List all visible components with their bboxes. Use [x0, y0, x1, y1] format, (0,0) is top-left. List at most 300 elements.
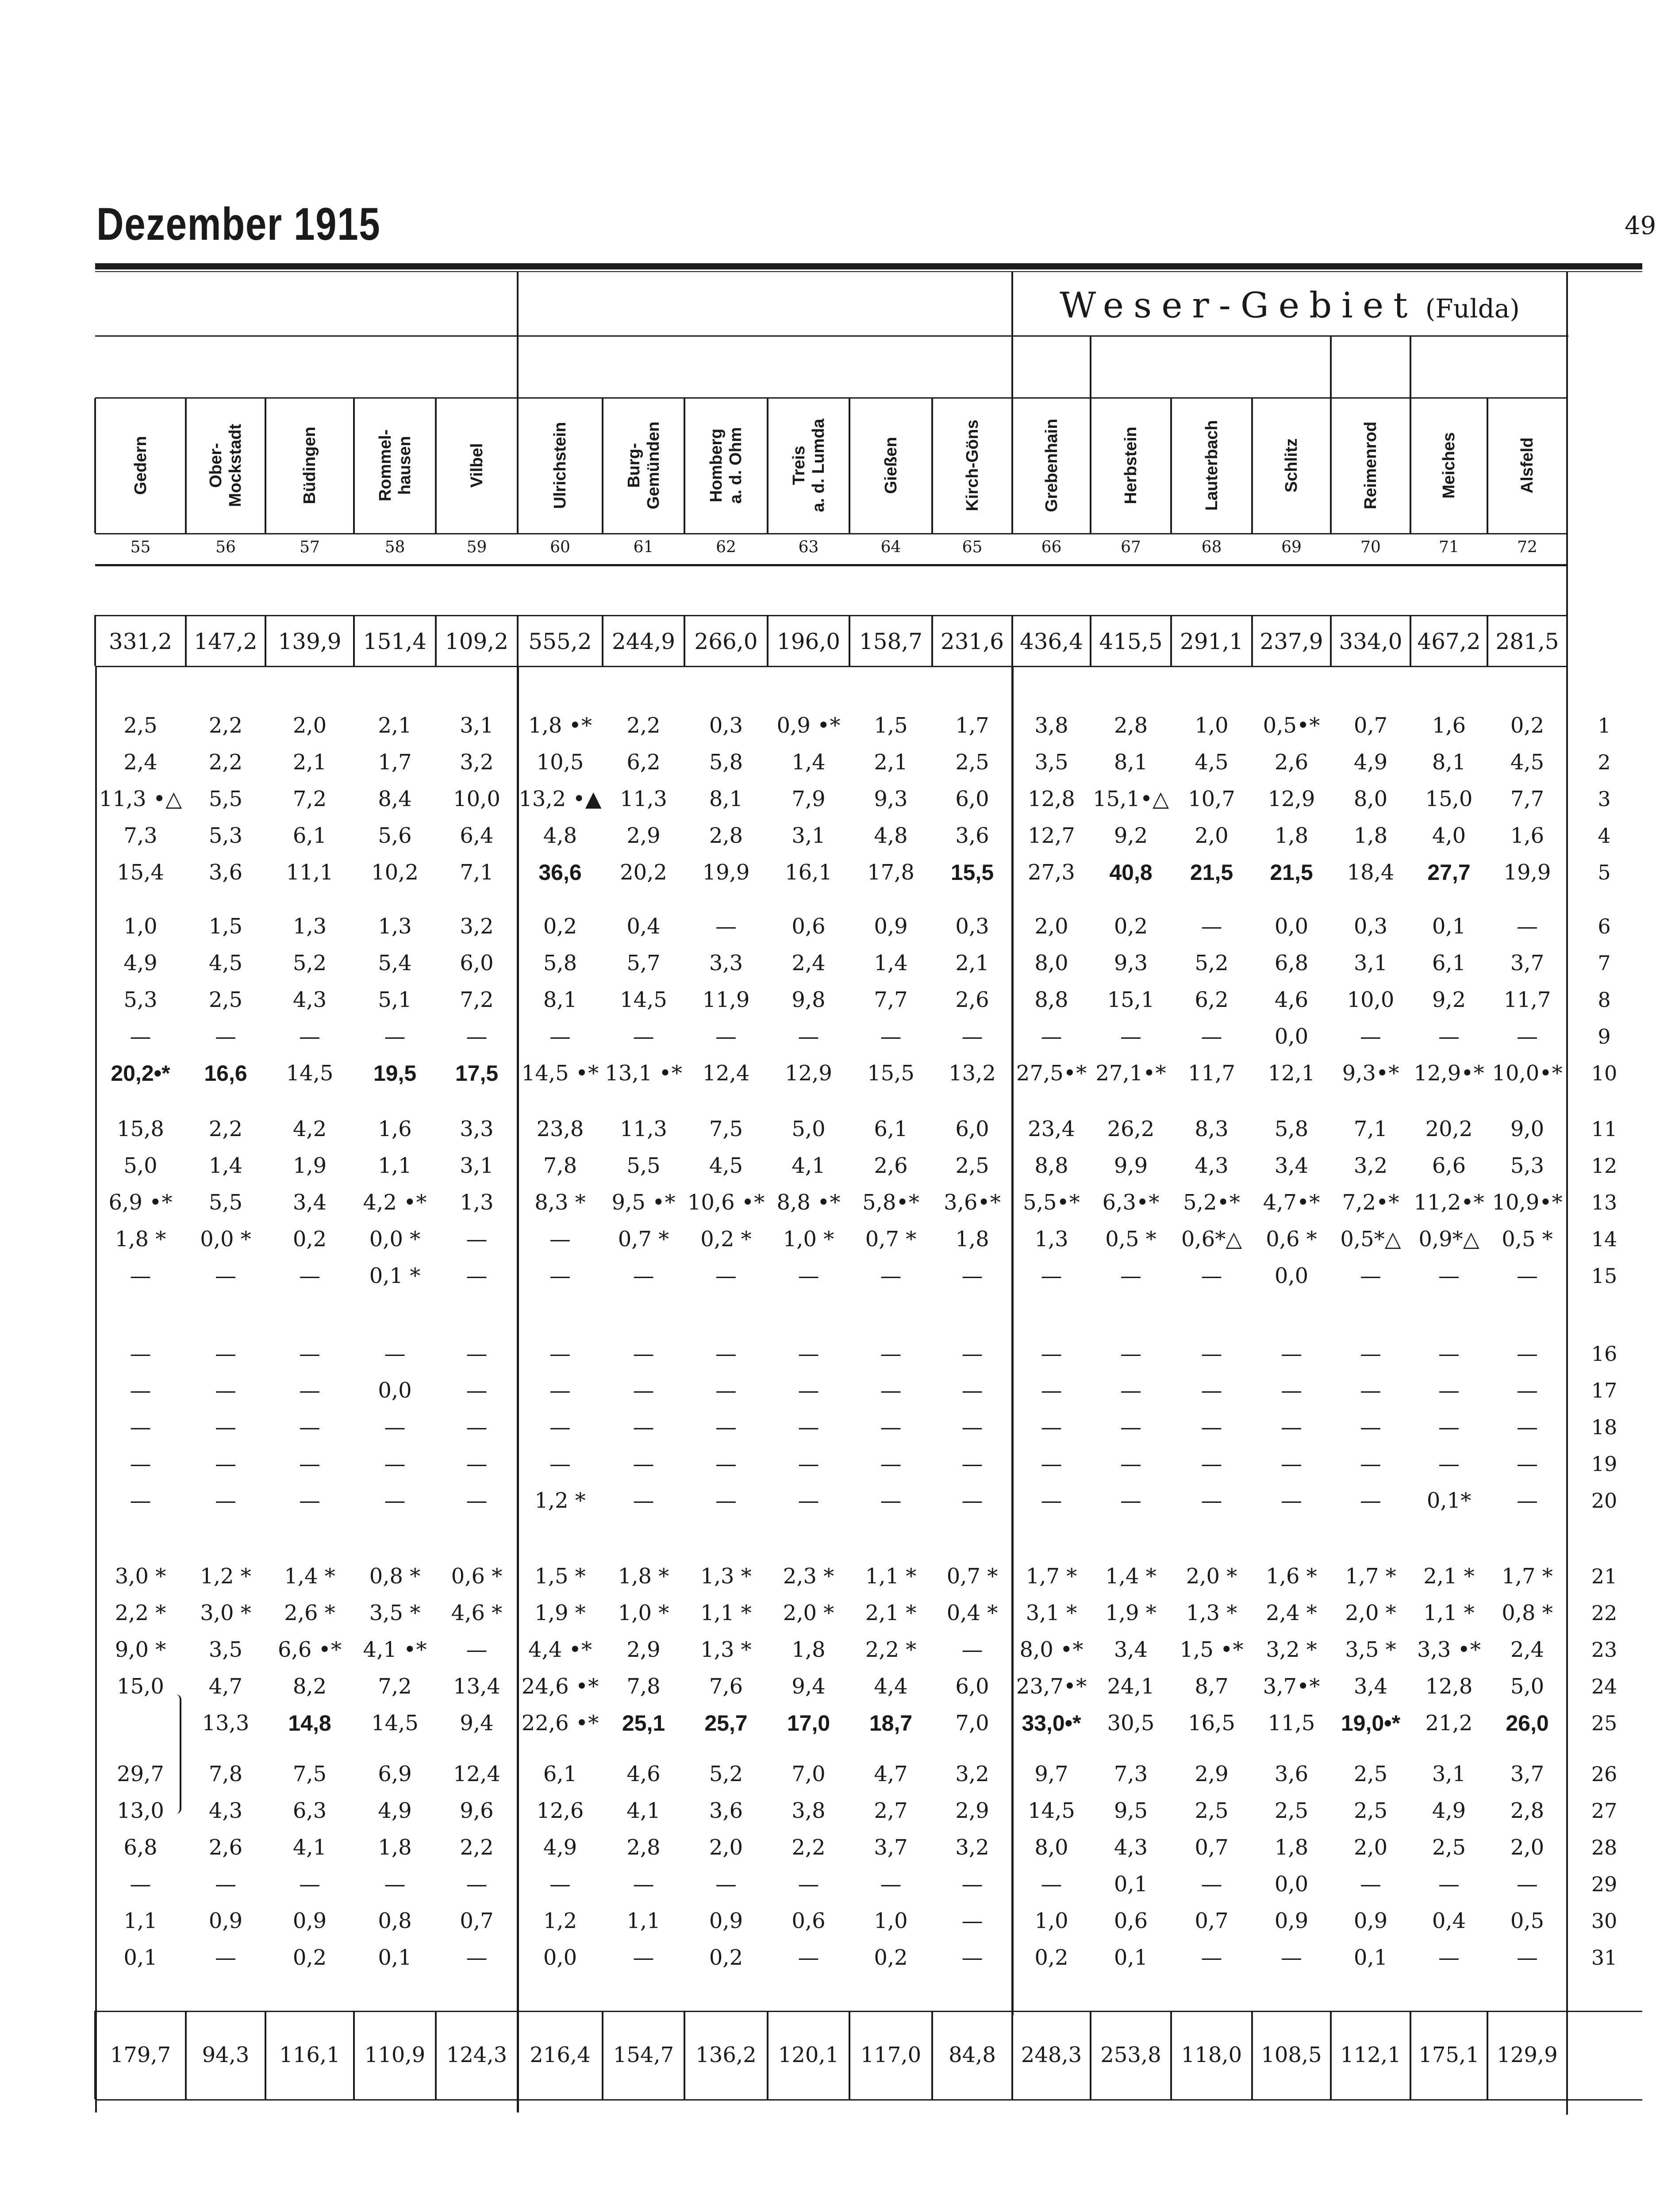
- table-cell: —: [961, 1263, 983, 1288]
- table-cell: 0,9: [292, 1909, 327, 1933]
- table-cell: —: [130, 1341, 151, 1366]
- table-cell: —: [1120, 1341, 1141, 1366]
- table-cell: —: [384, 1024, 406, 1049]
- table-cell: 3,2: [955, 1835, 989, 1860]
- station-height: 331,2: [108, 629, 173, 654]
- table-cell: —: [1041, 1263, 1062, 1288]
- table-cell: 2,0: [292, 713, 327, 738]
- table-cell: 7,2: [292, 787, 327, 811]
- table-cell: —: [549, 1341, 571, 1366]
- table-cell: —: [215, 1378, 236, 1403]
- sum-cell: 175,1: [1418, 2043, 1479, 2067]
- table-cell: —: [215, 1945, 236, 1970]
- sum-bottom-rule: [95, 2099, 1642, 2101]
- table-cell: 3,4: [1353, 1674, 1388, 1699]
- table-cell: 0,2: [292, 1945, 327, 1970]
- table-cell: —: [1438, 1452, 1460, 1476]
- day-number: 5: [1598, 860, 1611, 884]
- table-cell: —: [1517, 1341, 1538, 1366]
- station-height: 231,6: [940, 629, 1004, 654]
- table-cell: —: [299, 1341, 320, 1366]
- table-cell: —: [1360, 1872, 1381, 1897]
- station-name: Alsfeld: [1518, 437, 1537, 494]
- table-cell: —: [715, 1488, 737, 1513]
- table-cell: —: [1041, 1341, 1062, 1366]
- table-cell: 14,5 •*: [521, 1061, 599, 1086]
- table-cell: 4,1: [292, 1835, 327, 1860]
- table-cell: 3,3: [709, 951, 743, 975]
- table-cell: —: [1281, 1341, 1302, 1366]
- table-cell: 11,1: [286, 860, 334, 885]
- table-cell: 5,8•*: [862, 1190, 919, 1215]
- table-cell: 14,5: [1028, 1798, 1075, 1823]
- table-cell: —: [299, 1488, 320, 1513]
- table-cell: —: [215, 1415, 236, 1440]
- table-cell: —: [633, 1263, 654, 1288]
- table-cell: 8,1: [1114, 750, 1148, 775]
- table-cell: 17,8: [867, 860, 914, 885]
- table-cell: 4,2: [292, 1117, 327, 1141]
- table-cell: 15,8: [117, 1117, 164, 1141]
- column-rule: [684, 397, 685, 533]
- table-cell: 5,2: [1195, 951, 1229, 975]
- header-rule-2: [95, 397, 1567, 399]
- table-cell: 2,0: [1510, 1835, 1545, 1860]
- table-cell: 8,3: [1195, 1117, 1229, 1141]
- table-cell: —: [1201, 1872, 1222, 1897]
- table-cell: —: [1438, 1872, 1460, 1897]
- table-cell: 0,5•*: [1263, 713, 1320, 738]
- table-cell: 0,6: [1114, 1909, 1148, 1933]
- table-cell: 1,5 •*: [1180, 1637, 1244, 1662]
- table-cell: 2,7: [874, 1798, 908, 1823]
- table-cell: 8,4: [378, 787, 412, 811]
- table-cell: 20,2: [620, 860, 667, 885]
- column-rule: [353, 2011, 355, 2099]
- table-cell: 1,7 *: [1345, 1564, 1396, 1589]
- station-number: 72: [1517, 538, 1537, 557]
- column-rule: [353, 615, 355, 666]
- height-top-rule: [95, 615, 1567, 616]
- table-cell: 1,5: [208, 914, 243, 939]
- station-number: 63: [798, 538, 819, 557]
- table-cell: —: [1360, 1452, 1381, 1476]
- column-rule: [602, 2011, 603, 2099]
- column-rule: [1170, 2011, 1172, 2099]
- table-cell: —: [715, 1341, 737, 1366]
- table-cell: 7,3: [123, 823, 158, 848]
- column-rule: [353, 397, 355, 533]
- table-cell: 1,1: [123, 1909, 158, 1933]
- table-cell: —: [299, 1024, 320, 1049]
- table-cell: 0,2: [1034, 1945, 1068, 1970]
- table-cell: 23,8: [536, 1117, 584, 1141]
- sum-cell: 94,3: [202, 2043, 250, 2067]
- table-cell: 6,8: [1274, 951, 1309, 975]
- column-rule: [931, 615, 933, 666]
- station-height: 109,2: [445, 629, 509, 654]
- table-cell: 4,8: [874, 823, 908, 848]
- table-cell: 7,2•*: [1342, 1190, 1399, 1215]
- table-cell: 1,6: [1510, 823, 1545, 848]
- table-cell: 4,6: [1274, 987, 1309, 1012]
- table-cell: 0,9*△: [1418, 1227, 1479, 1252]
- table-cell: 0,1: [1114, 1945, 1148, 1970]
- table-cell: —: [961, 1488, 983, 1513]
- weser-divider: [1011, 666, 1014, 2015]
- table-cell: 7,7: [1510, 787, 1545, 811]
- table-cell: 8,1: [1432, 750, 1466, 775]
- table-cell: —: [1281, 1415, 1302, 1440]
- table-cell: —: [1041, 1488, 1062, 1513]
- column-rule: [1251, 397, 1253, 533]
- table-cell: 40,8: [1109, 860, 1153, 885]
- table-cell: —: [880, 1378, 902, 1403]
- table-cell: 7,5: [292, 1762, 327, 1786]
- table-cell: 9,9: [1114, 1153, 1148, 1178]
- column-rule: [931, 2011, 933, 2099]
- table-cell: 18,4: [1347, 860, 1395, 885]
- table-cell: —: [1201, 1263, 1222, 1288]
- table-cell: 3,1: [1353, 951, 1388, 975]
- table-cell: —: [961, 1945, 983, 1970]
- column-rule: [1090, 615, 1091, 666]
- table-cell: —: [880, 1263, 902, 1288]
- table-cell: 3,6: [955, 823, 989, 848]
- table-cell: 23,7•*: [1016, 1674, 1087, 1699]
- table-cell: 5,8: [1274, 1117, 1309, 1141]
- weser-gebiet-header: [1060, 285, 1520, 326]
- table-cell: —: [1360, 1263, 1381, 1288]
- table-cell: —: [633, 1341, 654, 1366]
- table-cell: 1,1: [626, 1909, 661, 1933]
- station-number: 71: [1439, 538, 1459, 557]
- column-rule: [1090, 2011, 1091, 2099]
- table-cell: 10,5: [536, 750, 584, 775]
- table-cell: —: [1201, 1488, 1222, 1513]
- table-cell: 5,4: [378, 951, 412, 975]
- table-cell: —: [466, 1872, 488, 1897]
- table-cell: 1,8 *: [115, 1227, 166, 1252]
- sum-cell: 118,0: [1181, 2043, 1242, 2067]
- table-cell: 0,0: [1274, 1263, 1309, 1288]
- table-cell: 1,1 *: [700, 1601, 752, 1625]
- table-cell: 6,2: [626, 750, 661, 775]
- table-cell: —: [215, 1452, 236, 1476]
- table-cell: 3,2: [955, 1762, 989, 1786]
- table-cell: —: [1438, 1024, 1460, 1049]
- table-cell: 3,7•*: [1263, 1674, 1320, 1699]
- day-number: 26: [1591, 1762, 1618, 1786]
- table-cell: 4,6 *: [451, 1601, 503, 1625]
- table-cell: —: [880, 1415, 902, 1440]
- table-cell: —: [633, 1945, 654, 1970]
- table-cell: 5,2•*: [1183, 1190, 1240, 1215]
- table-cell: 0,3: [955, 914, 989, 939]
- table-cell: 2,1: [378, 713, 412, 738]
- table-cell: —: [130, 1488, 151, 1513]
- table-cell: 0,0 *: [200, 1227, 251, 1252]
- table-cell: —: [384, 1415, 406, 1440]
- table-cell: 0,8 *: [1502, 1601, 1553, 1625]
- table-cell: —: [384, 1872, 406, 1897]
- table-cell: 3,8: [1034, 713, 1068, 738]
- station-height: 147,2: [194, 629, 257, 654]
- table-cell: —: [1281, 1945, 1302, 1970]
- column-rule: [1330, 2011, 1332, 2099]
- table-cell: 1,9 *: [1105, 1601, 1157, 1625]
- table-cell: 1,8: [1353, 823, 1388, 848]
- column-rule: [684, 615, 685, 666]
- table-cell: 0,4 *: [946, 1601, 998, 1625]
- column-rule: [185, 397, 187, 533]
- table-cell: 4,5: [1510, 750, 1545, 775]
- table-cell: —: [1438, 1341, 1460, 1366]
- table-cell: 9,5: [1114, 1798, 1148, 1823]
- table-cell: 16,6: [204, 1061, 247, 1086]
- table-cell: 2,2: [791, 1835, 826, 1860]
- table-cell: —: [1517, 1024, 1538, 1049]
- table-cell: —: [1281, 1488, 1302, 1513]
- table-cell: 6,3: [292, 1798, 327, 1823]
- table-cell: 12,4: [702, 1061, 750, 1086]
- table-cell: —: [466, 1378, 488, 1403]
- column-rule: [1330, 615, 1332, 666]
- table-cell: 6,9: [378, 1762, 412, 1786]
- fulda-label: (Fulda): [1417, 293, 1520, 324]
- table-cell: —: [1360, 1378, 1381, 1403]
- table-cell: 18,7: [869, 1711, 913, 1736]
- sum-cell: 124,3: [446, 2043, 507, 2067]
- table-cell: 2,5: [208, 987, 243, 1012]
- table-cell: 0,2: [1114, 914, 1148, 939]
- station-name: Rommel- hausen: [376, 429, 414, 502]
- table-cell: 7,9: [791, 787, 826, 811]
- day-number: 28: [1591, 1836, 1618, 1859]
- table-cell: 0,5 *: [1105, 1227, 1157, 1252]
- table-cell: 1,8: [791, 1637, 826, 1662]
- day-number: 14: [1591, 1227, 1618, 1251]
- column-rule: [435, 615, 437, 666]
- table-cell: —: [633, 1452, 654, 1476]
- table-cell: 5,8: [543, 951, 577, 975]
- table-cell: 2,3 *: [783, 1564, 834, 1589]
- station-number: 62: [716, 538, 736, 557]
- table-cell: —: [961, 1415, 983, 1440]
- table-cell: 9,2: [1114, 823, 1148, 848]
- table-cell: 0,2: [292, 1227, 327, 1252]
- table-cell: —: [215, 1872, 236, 1897]
- day-number: 20: [1591, 1489, 1618, 1513]
- table-cell: 5,3: [1510, 1153, 1545, 1178]
- column-rule: [1090, 335, 1091, 397]
- table-cell: 0,1: [123, 1945, 158, 1970]
- table-cell: 12,4: [453, 1762, 500, 1786]
- sum-cell: 136,2: [695, 2043, 757, 2067]
- number-bottom-rule: [95, 564, 1567, 566]
- station-name: Treis a. d. Lumda: [789, 419, 828, 512]
- table-cell: —: [1438, 1945, 1460, 1970]
- table-cell: 6,2: [1195, 987, 1229, 1012]
- table-cell: 1,4 *: [284, 1564, 335, 1589]
- table-cell: 4,7: [874, 1762, 908, 1786]
- table-cell: —: [1438, 1415, 1460, 1440]
- station-height: 281,5: [1495, 629, 1559, 654]
- bracket-mark: [173, 1694, 181, 1814]
- table-cell: —: [1201, 1945, 1222, 1970]
- table-cell: 21,5: [1190, 860, 1233, 885]
- table-cell: 7,8: [208, 1762, 243, 1786]
- table-cell: —: [466, 1488, 488, 1513]
- table-cell: 0,2 *: [700, 1227, 752, 1252]
- table-cell: 4,3: [1195, 1153, 1229, 1178]
- table-cell: —: [715, 1263, 737, 1288]
- table-cell: —: [798, 1378, 819, 1403]
- table-cell: 17,0: [787, 1711, 830, 1736]
- table-cell: 0,9: [874, 914, 908, 939]
- table-cell: 10,9•*: [1492, 1190, 1563, 1215]
- table-cell: —: [798, 1263, 819, 1288]
- table-cell: 3,4: [292, 1190, 327, 1215]
- table-cell: 2,6: [874, 1153, 908, 1178]
- table-cell: —: [715, 1415, 737, 1440]
- column-rule: [1487, 615, 1488, 666]
- table-cell: 0,1 *: [369, 1263, 421, 1288]
- table-cell: 0,2: [874, 1945, 908, 1970]
- top-thin-rule: [95, 271, 1642, 272]
- table-cell: 3,7: [1510, 1762, 1545, 1786]
- station-name: Lauterbach: [1202, 420, 1221, 511]
- table-cell: 2,9: [626, 823, 661, 848]
- table-cell: 6,4: [460, 823, 494, 848]
- sum-cell: 129,9: [1497, 2043, 1558, 2067]
- table-cell: 4,1: [626, 1798, 661, 1823]
- table-cell: 19,0•*: [1341, 1711, 1401, 1736]
- table-cell: 6,1: [1432, 951, 1466, 975]
- station-name: Herbstein: [1122, 426, 1140, 504]
- table-cell: 36,6: [538, 860, 582, 885]
- table-cell: —: [961, 1872, 983, 1897]
- table-cell: 1,6: [1432, 713, 1466, 738]
- table-cell: 15,5: [867, 1061, 914, 1086]
- table-cell: 1,6: [378, 1117, 412, 1141]
- table-cell: 0,0: [543, 1945, 577, 1970]
- table-cell: 4,7: [208, 1674, 243, 1699]
- table-cell: 0,0: [1274, 1024, 1309, 1049]
- table-cell: 2,9: [1195, 1762, 1229, 1786]
- table-cell: 5,0: [1510, 1674, 1545, 1699]
- table-cell: 2,5: [1274, 1798, 1309, 1823]
- table-cell: 6,1: [874, 1117, 908, 1141]
- table-cell: —: [633, 1872, 654, 1897]
- column-rule: [1011, 272, 1013, 533]
- table-cell: 5,5: [208, 787, 243, 811]
- table-cell: 1,5: [874, 713, 908, 738]
- table-cell: 1,0 *: [783, 1227, 834, 1252]
- column-rule: [265, 2011, 266, 2099]
- table-cell: —: [130, 1452, 151, 1476]
- table-cell: —: [1120, 1263, 1141, 1288]
- table-cell: 1,0: [1034, 1909, 1068, 1933]
- table-cell: 23,4: [1028, 1117, 1075, 1141]
- table-cell: 1,3: [378, 914, 412, 939]
- table-cell: 1,0: [1195, 713, 1229, 738]
- table-cell: 4,7•*: [1263, 1190, 1320, 1215]
- table-cell: 0,3: [709, 713, 743, 738]
- table-cell: 4,8: [543, 823, 577, 848]
- table-cell: 11,7: [1188, 1061, 1235, 1086]
- column-rule: [435, 2011, 437, 2099]
- table-cell: 0,5: [1510, 1909, 1545, 1933]
- table-cell: —: [1120, 1378, 1141, 1403]
- station-name: Ober- Mockstadt: [207, 424, 245, 507]
- table-cell: 14,5: [371, 1711, 419, 1736]
- table-cell: 1,4: [791, 750, 826, 775]
- table-cell: 1,1 *: [865, 1564, 917, 1589]
- table-cell: 8,2: [292, 1674, 327, 1699]
- station-height: 334,0: [1339, 629, 1402, 654]
- table-cell: 3,2: [460, 750, 494, 775]
- table-cell: 1,7 *: [1502, 1564, 1553, 1589]
- table-cell: 3,7: [1510, 951, 1545, 975]
- table-cell: —: [1438, 1263, 1460, 1288]
- table-cell: 14,5: [286, 1061, 334, 1086]
- table-cell: —: [880, 1024, 902, 1049]
- table-cell: 1,7: [378, 750, 412, 775]
- table-cell: 15,1•△: [1092, 787, 1169, 811]
- table-cell: 16,5: [1188, 1711, 1235, 1736]
- table-cell: 0,0: [1274, 1872, 1309, 1897]
- station-number: 58: [384, 538, 405, 557]
- station-number: 57: [300, 538, 320, 557]
- table-cell: 1,8 *: [618, 1564, 669, 1589]
- table-cell: —: [715, 1378, 737, 1403]
- sum-cell: 253,8: [1100, 2043, 1161, 2067]
- table-cell: 7,6: [709, 1674, 743, 1699]
- table-cell: 3,4: [1274, 1153, 1309, 1178]
- column-rule: [1410, 335, 1411, 397]
- table-cell: —: [633, 1415, 654, 1440]
- table-cell: 11,5: [1268, 1711, 1315, 1736]
- table-cell: 25,7: [704, 1711, 748, 1736]
- table-cell: 0,6: [791, 1909, 826, 1933]
- station-number: 59: [466, 538, 487, 557]
- table-cell: 12,7: [1028, 823, 1075, 848]
- table-cell: 13,2 •▲: [519, 787, 602, 811]
- table-cell: 13,4: [453, 1674, 500, 1699]
- sum-cell: 117,0: [860, 2043, 922, 2067]
- table-cell: 12,8: [1425, 1674, 1473, 1699]
- station-name: Gießen: [881, 437, 900, 494]
- column-rule: [684, 2011, 685, 2099]
- table-cell: —: [1120, 1024, 1141, 1049]
- table-cell: 3,1: [460, 1153, 494, 1178]
- table-cell: 8,8: [1034, 1153, 1068, 1178]
- table-cell: —: [798, 1945, 819, 1970]
- table-cell: 2,2: [460, 1835, 494, 1860]
- table-cell: —: [633, 1378, 654, 1403]
- table-cell: 8,0: [1034, 1835, 1068, 1860]
- table-cell: 3,1 *: [1026, 1601, 1077, 1625]
- table-cell: —: [1517, 1945, 1538, 1970]
- table-cell: 3,1: [1432, 1762, 1466, 1786]
- table-cell: 2,5: [1353, 1762, 1388, 1786]
- column-rule: [1170, 397, 1172, 533]
- station-number: 64: [880, 538, 901, 557]
- table-cell: 8,0: [1034, 951, 1068, 975]
- table-cell: 10,2: [371, 860, 419, 885]
- table-cell: 10,0: [453, 787, 500, 811]
